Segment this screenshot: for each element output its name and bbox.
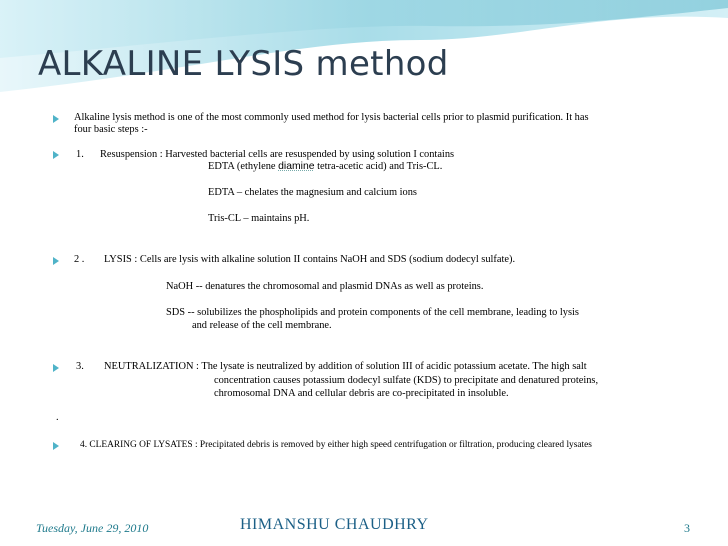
- step1-edta-line: [208, 160, 442, 173]
- bullet-icon: [52, 115, 60, 123]
- footer-author: HIMANSHU CHAUDHRY: [240, 516, 429, 533]
- step2-note-1: NaOH -- denatures the chromosomal and plasmid DNAs as well as proteins.: [166, 281, 484, 292]
- page-number: 3: [684, 521, 690, 535]
- bullet-icon: [52, 364, 60, 372]
- stray-dot: .: [56, 412, 59, 423]
- step3-line-1: NEUTRALIZATION : The lysate is neutralized by addition of solution III of acidic potassium acetate. The high salt: [104, 361, 587, 372]
- step1-note-1: EDTA – chelates the magnesium and calcium ions: [208, 187, 417, 198]
- bullet-icon: [52, 257, 60, 265]
- intro-line-1: Alkaline lysis method is one of the most commonly used method for lysis bacterial cells prior to plasmid purification. It has: [74, 112, 589, 123]
- step1-edta-post: tetra-acetic acid) and Tris-CL.: [314, 161, 443, 172]
- step4-line: 4. CLEARING OF LYSATES : Precipitated debris is removed by either high speed centrifugation or filtration, producing cleared lysates: [80, 440, 592, 450]
- step2-note-2b: and release of the cell membrane.: [192, 320, 332, 331]
- step2-number: 2 .: [74, 254, 85, 265]
- step1-note-2: Tris-CL – maintains pH.: [208, 213, 310, 224]
- intro-line-2: four basic steps :-: [74, 124, 148, 135]
- bullet-icon: [52, 442, 60, 450]
- bullet-icon: [52, 151, 60, 159]
- step1-line-1: Resuspension : Harvested bacterial cells are resuspended by using solution I contains: [100, 149, 455, 160]
- footer-date: Tuesday, June 29, 2010: [36, 521, 149, 535]
- step1-edta-word: diamine: [278, 161, 315, 172]
- step2-note-2a: SDS -- solubilizes the phospholipids and protein components of the cell membrane, leading to lysis: [166, 307, 579, 318]
- step3-line-2: concentration causes potassium dodecyl sulfate (KDS) to precipitate and denatured proteins,: [214, 375, 599, 386]
- step1-edta-pre: EDTA (ethylene: [208, 161, 279, 172]
- slide-title: ALKALINE LYSIS method: [38, 44, 449, 84]
- step2-line-1: LYSIS : Cells are lysis with alkaline solution II contains NaOH and SDS (sodium dodecyl sulfate).: [104, 254, 516, 265]
- step3-line-3: chromosomal DNA and cellular debris are co-precipitated in insoluble.: [214, 388, 509, 399]
- step1-number: 1.: [76, 149, 84, 160]
- step3-number: 3.: [76, 361, 84, 372]
